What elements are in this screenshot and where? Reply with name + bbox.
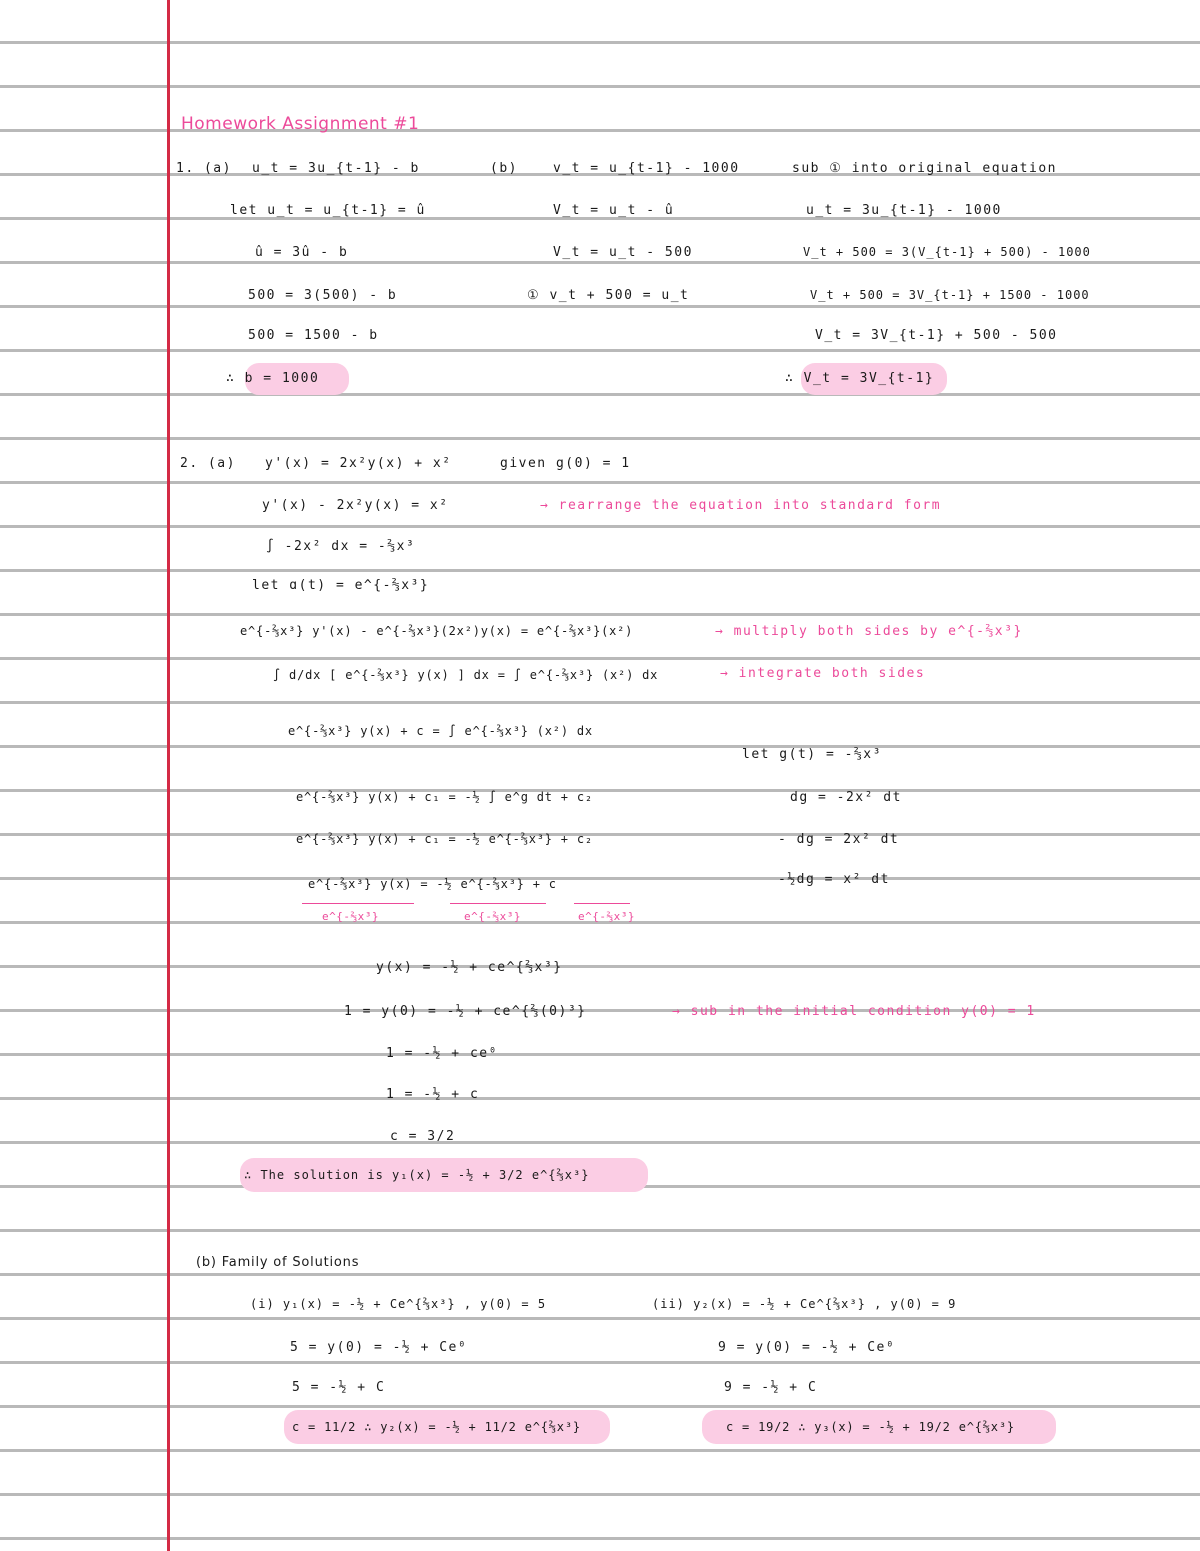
p2-given: given g(0) = 1 (500, 456, 631, 471)
p2-line: e^{-⅔x³} y(x) = -½ e^{-⅔x³} + c (308, 877, 557, 891)
p1a-line: 500 = 1500 - b (248, 328, 379, 343)
sub-result: ∴ V_t = 3V_{t-1} (785, 371, 935, 386)
p2-solve: y(x) = -½ + ce^{⅔x³} (376, 960, 563, 975)
p2-line: ∫ -2x² dx = -⅔x³ (266, 539, 416, 554)
p2-label: 2. (a) (180, 456, 236, 471)
sub-line: V_t = 3V_{t-1} + 500 - 500 (815, 328, 1058, 343)
p2-line: y'(x) = 2x²y(x) + x² (265, 456, 452, 471)
family-i-result: c = 11/2 ∴ y₂(x) = -½ + 11/2 e^{⅔x³} (292, 1420, 581, 1434)
p1b-line: v_t = u_{t-1} - 1000 (553, 161, 740, 176)
p2-line: y'(x) - 2x²y(x) = x² (262, 498, 449, 513)
p2-divisor: e^{-⅔x³} (322, 910, 379, 923)
p2-solve: c = 3/2 (390, 1129, 456, 1144)
p1a-line: let u_t = u_{t-1} = û (230, 203, 426, 218)
p2-sub: -½dg = x² dt (778, 872, 890, 887)
family-ii-result: c = 19/2 ∴ y₃(x) = -½ + 19/2 e^{⅔x³} (726, 1420, 1015, 1434)
p2-sub: let g(t) = -⅔x³ (742, 747, 882, 762)
p2-solve: 1 = -½ + c (386, 1087, 480, 1102)
p2-line: let ɑ(t) = e^{-⅔x³} (252, 578, 430, 593)
margin-line (167, 0, 170, 1551)
p2-line: e^{-⅔x³} y(x) + c = ∫ e^{-⅔x³} (x²) dx (288, 724, 593, 738)
family-i-line: (i) y₁(x) = -½ + Ce^{⅔x³} , y(0) = 5 (250, 1297, 547, 1311)
p1b-label: (b) (490, 161, 518, 176)
p1a-line: 500 = 3(500) - b (248, 288, 398, 303)
p1b-line: ① v_t + 500 = u_t (527, 288, 690, 303)
p2-line: e^{-⅔x³} y(x) + c₁ = -½ e^{-⅔x³} + c₂ (296, 832, 593, 846)
family-i-line: 5 = y(0) = -½ + Ce⁰ (290, 1340, 468, 1355)
fraction-bar (450, 903, 546, 904)
sub-line: u_t = 3u_{t-1} - 1000 (806, 203, 1002, 218)
p2-sub: - dg = 2x² dt (778, 832, 900, 847)
p1a-line: û = 3û - b (255, 245, 349, 260)
sub-line: V_t + 500 = 3(V_{t-1} + 500) - 1000 (803, 245, 1091, 259)
p2-solve: 1 = y(0) = -½ + ce^{⅔(0)³} (344, 1004, 587, 1019)
p2-note: → integrate both sides (720, 666, 926, 681)
p1a-line: u_t = 3u_{t-1} - b (252, 161, 420, 176)
page-title: Homework Assignment #1 (181, 114, 420, 134)
p2-divisor: e^{-⅔x³} (578, 910, 635, 923)
family-ii-line: (ii) y₂(x) = -½ + Ce^{⅔x³} , y(0) = 9 (652, 1297, 957, 1311)
p1b-line: V_t = u_t - 500 (553, 245, 693, 260)
family-heading: (b) Family of Solutions (196, 1255, 360, 1270)
p2-note: → rearrange the equation into standard form (540, 498, 942, 513)
family-i-line: 5 = -½ + C (292, 1380, 386, 1395)
sub-line: V_t + 500 = 3V_{t-1} + 1500 - 1000 (810, 288, 1090, 302)
fraction-bar (574, 903, 630, 904)
family-ii-line: 9 = y(0) = -½ + Ce⁰ (718, 1340, 896, 1355)
p2-line: e^{-⅔x³} y'(x) - e^{-⅔x³}(2x²)y(x) = e^{-⅔x³}(x²) (240, 624, 634, 638)
p2-divisor: e^{-⅔x³} (464, 910, 521, 923)
p2-note: → sub in the initial condition y(0) = 1 (672, 1004, 1036, 1019)
family-ii-line: 9 = -½ + C (724, 1380, 818, 1395)
p2-note: → multiply both sides by e^{-⅔x³} (715, 624, 1023, 639)
p1b-line: V_t = u_t - û (553, 203, 675, 218)
p2-result: ∴ The solution is y₁(x) = -½ + 3/2 e^{⅔x³} (244, 1168, 590, 1182)
sub-line: sub ① into original equation (792, 161, 1057, 176)
fraction-bar (302, 903, 414, 904)
p2-solve: 1 = -½ + ce⁰ (386, 1046, 498, 1061)
p2-sub: dg = -2x² dt (790, 790, 902, 805)
p1a-label: 1. (a) (176, 161, 232, 176)
p2-line: e^{-⅔x³} y(x) + c₁ = -½ ∫ e^g dt + c₂ (296, 790, 593, 804)
p2-line: ∫ d/dx [ e^{-⅔x³} y(x) ] dx = ∫ e^{-⅔x³} (x²) dx (273, 668, 659, 682)
p1a-result: ∴ b = 1000 (226, 371, 320, 386)
